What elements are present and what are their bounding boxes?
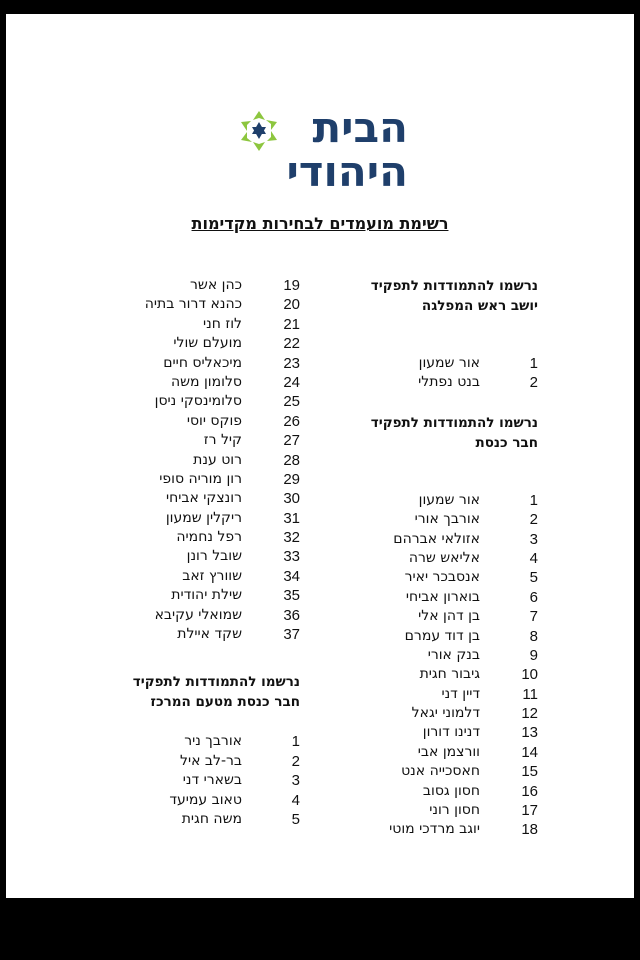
candidate-name: סלומינסקי ניסן — [154, 393, 242, 410]
item-number: 7 — [529, 608, 538, 626]
list-item — [100, 606, 300, 625]
list-item — [100, 295, 300, 314]
left-column — [100, 276, 300, 829]
list-item — [100, 567, 300, 586]
candidate-name: אור שמעון — [418, 491, 480, 508]
list-item — [100, 334, 300, 353]
item-number: 20 — [283, 296, 300, 314]
item-number: 3 — [291, 772, 300, 790]
list-item — [100, 315, 300, 334]
item-number: 36 — [283, 606, 300, 624]
list-item — [100, 354, 300, 373]
knesset-heading-line2: חבר כנסת — [475, 434, 538, 451]
candidate-name: בר-לב איל — [180, 752, 242, 769]
logo-text-line1: הבית — [312, 103, 408, 152]
list-item — [338, 762, 538, 781]
item-number: 8 — [529, 627, 538, 645]
list-item — [338, 704, 538, 723]
candidate-name: כהן אשר — [190, 277, 242, 293]
item-number: 2 — [529, 511, 538, 529]
knesset-heading — [338, 413, 538, 453]
item-number: 14 — [521, 743, 538, 761]
item-number: 2 — [529, 374, 538, 392]
item-number: 37 — [283, 626, 300, 644]
candidate-name: מועלם שולי — [173, 335, 242, 352]
list-item — [338, 510, 538, 529]
item-number: 15 — [521, 763, 538, 781]
candidate-name: דלמוני יגאל — [411, 705, 480, 722]
candidate-name: בשארי דני — [182, 772, 242, 789]
knesset-list — [338, 491, 538, 840]
item-number: 5 — [529, 569, 538, 587]
item-number: 11 — [522, 685, 538, 703]
document-page — [6, 14, 634, 898]
item-number: 10 — [521, 666, 538, 684]
item-number: 29 — [283, 470, 300, 488]
candidate-name: בוארון אביחי — [405, 588, 480, 605]
list-item — [100, 528, 300, 547]
item-number: 24 — [283, 373, 300, 391]
item-number: 1 — [529, 491, 538, 509]
list-item — [100, 276, 300, 295]
list-item — [100, 470, 300, 489]
candidate-name: ריקלין שמעון — [165, 509, 242, 526]
candidate-name: סלומון משה — [170, 373, 242, 390]
candidate-name: בן דהן אלי — [418, 608, 480, 625]
candidate-name: בנק אורי — [427, 646, 480, 663]
candidate-name: רפל נחמיה — [176, 529, 242, 546]
list-item — [100, 752, 300, 771]
item-number: 9 — [529, 646, 538, 664]
list-item — [338, 627, 538, 646]
chair-heading-line1: נרשמו להתמודדות לתפקיד — [370, 278, 538, 294]
candidate-name: רון מוריה סופי — [159, 470, 242, 487]
item-number: 18 — [521, 821, 538, 839]
candidate-name: בנט נפתלי — [418, 374, 480, 391]
item-number: 3 — [529, 530, 538, 548]
item-number: 5 — [291, 810, 300, 828]
list-item — [100, 373, 300, 392]
item-number: 31 — [283, 509, 300, 527]
item-number: 6 — [529, 588, 538, 606]
candidate-name: אורבך אורי — [414, 511, 480, 528]
item-number: 16 — [521, 782, 538, 800]
candidate-name: רונצקי אביחי — [165, 490, 242, 507]
item-number: 34 — [283, 567, 300, 585]
center-heading-line1: נרשמו להתמודדות לתפקיד — [132, 674, 300, 691]
list-item — [338, 685, 538, 704]
candidate-name: כהנא דרור בתיה — [144, 296, 242, 313]
bottom-black-bar — [0, 898, 640, 960]
list-item — [338, 588, 538, 607]
item-number: 21 — [283, 315, 300, 333]
list-item — [338, 646, 538, 665]
item-number: 26 — [283, 412, 300, 430]
candidate-name: משה חגית — [181, 810, 242, 827]
candidate-name: חסון רוני — [429, 802, 480, 819]
list-item — [100, 489, 300, 508]
list-item — [338, 801, 538, 820]
list-item — [338, 354, 538, 373]
candidate-name: שילת יהודית — [171, 587, 242, 604]
list-item — [338, 820, 538, 839]
candidate-name: שמואלי עקיבא — [154, 606, 242, 623]
chair-list — [338, 354, 538, 393]
list-item — [338, 549, 538, 568]
list-item — [100, 771, 300, 790]
list-item — [338, 568, 538, 587]
item-number: 1 — [529, 355, 538, 372]
list-item — [100, 451, 300, 470]
item-number: 4 — [291, 791, 300, 809]
item-number: 4 — [529, 549, 538, 567]
item-number: 17 — [521, 802, 538, 820]
document-title: רשימת מועמדים לבחירות מקדימות — [191, 214, 449, 233]
candidate-name: וורצמן אבי — [417, 743, 480, 760]
item-number: 23 — [283, 354, 300, 372]
list-item — [338, 530, 538, 549]
candidate-name: יוגב מרדכי מוטי — [389, 821, 480, 838]
candidate-name: רוט ענת — [193, 451, 242, 468]
item-number: 12 — [521, 705, 538, 723]
candidate-name: שקד איילת — [177, 626, 242, 643]
item-number: 28 — [283, 451, 300, 469]
list-item — [338, 491, 538, 510]
candidate-name: שוורץ זאב — [182, 567, 242, 584]
list-item — [100, 412, 300, 431]
candidate-name: אליאש שרה — [408, 549, 480, 566]
right-column — [338, 276, 538, 840]
center-heading — [100, 672, 300, 712]
candidate-name: גיבור חגית — [419, 666, 480, 683]
list-item — [100, 810, 300, 829]
item-number: 35 — [283, 587, 300, 605]
candidate-name: אור שמעון — [418, 355, 480, 371]
list-item — [338, 782, 538, 801]
candidate-name: חסון גסוב — [422, 782, 480, 799]
list-item — [100, 431, 300, 450]
list-item — [338, 607, 538, 626]
chair-heading — [338, 276, 538, 316]
candidate-name: אנסבכר יאיר — [404, 569, 480, 586]
list-item — [100, 625, 300, 644]
item-number: 19 — [283, 277, 300, 294]
item-number: 1 — [291, 733, 300, 751]
list-item — [338, 373, 538, 392]
knesset-list-continued — [100, 276, 300, 644]
candidate-name: אזולאי אברהם — [393, 530, 480, 547]
list-item — [100, 509, 300, 528]
item-number: 13 — [521, 724, 538, 742]
item-number: 30 — [283, 490, 300, 508]
candidate-name: דיין דני — [441, 685, 480, 702]
list-item — [338, 665, 538, 684]
candidate-name: חאסכייה אנט — [401, 763, 480, 780]
chair-heading-line2: יושב ראש המפלגה — [421, 298, 538, 314]
candidate-name: בן דוד עמרם — [404, 627, 480, 644]
item-number: 27 — [283, 432, 300, 450]
star-of-david-icon — [238, 110, 280, 152]
center-list — [100, 732, 300, 829]
item-number: 2 — [291, 752, 300, 770]
knesset-heading-line1: נרשמו להתמודדות לתפקיד — [370, 414, 538, 431]
center-heading-line2: חבר כנסת מטעם המרכז — [150, 694, 300, 711]
candidate-name: לוז חני — [203, 315, 242, 332]
logo-text-line2: היהודי — [286, 147, 408, 196]
item-number: 22 — [283, 335, 300, 353]
item-number: 25 — [283, 393, 300, 411]
candidate-name: טאוב עמיעד — [169, 791, 242, 808]
candidate-name: דנינו דורון — [422, 724, 480, 741]
item-number: 33 — [283, 548, 300, 566]
list-item — [100, 586, 300, 605]
list-item — [338, 743, 538, 762]
candidate-name: אורבך ניר — [184, 733, 242, 750]
list-item — [100, 791, 300, 810]
candidate-name: קיל רז — [203, 432, 242, 449]
candidate-name: פוקס יוסי — [186, 412, 242, 429]
list-item — [100, 732, 300, 751]
list-item — [338, 723, 538, 742]
item-number: 32 — [283, 529, 300, 547]
list-item — [100, 547, 300, 566]
candidate-name: שובל רונן — [186, 548, 242, 565]
list-item — [100, 392, 300, 411]
candidate-name: מיכאליס חיים — [163, 354, 242, 371]
party-logo — [234, 98, 414, 208]
